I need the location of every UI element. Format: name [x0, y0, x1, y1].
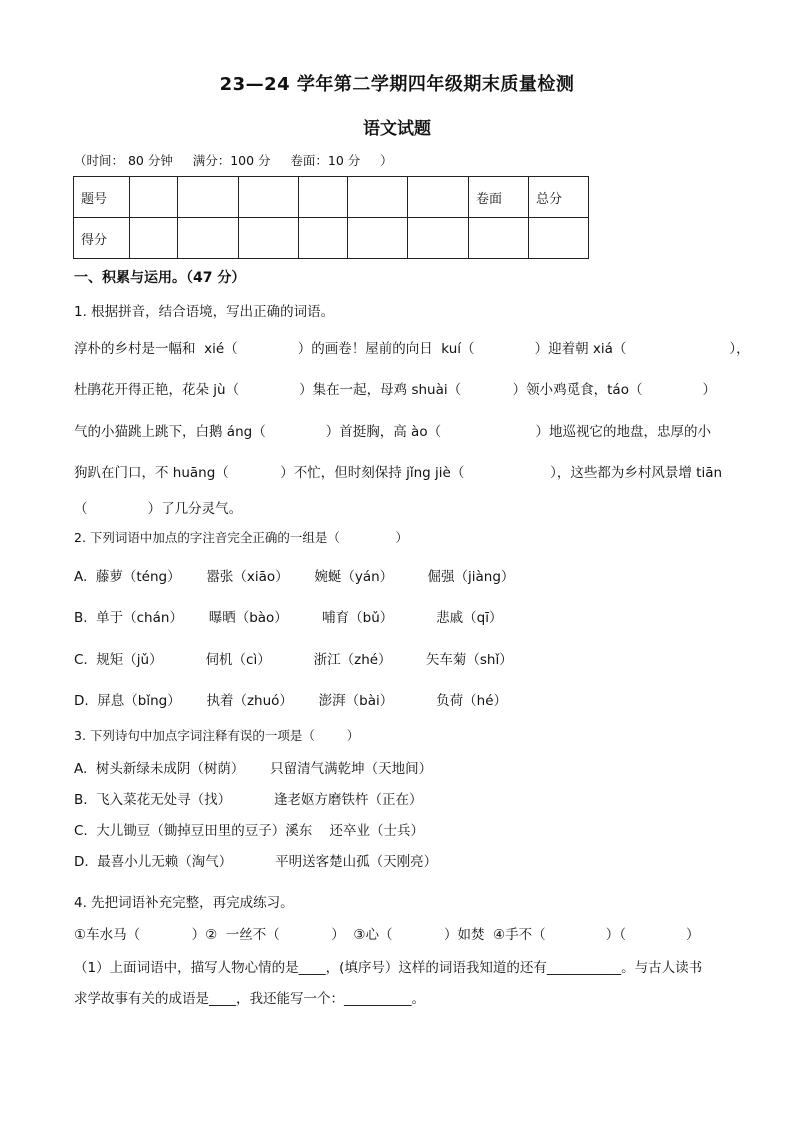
question-2-option-b: B. 单于（chán） 曝晒（bào） 哺育（bǔ） 悲戚（qī） [74, 610, 503, 626]
table-cell: 总分 [529, 177, 589, 218]
page-subtitle: 语文试题 [363, 119, 431, 139]
table-cell [408, 177, 469, 218]
question-3-option-d: D. 最喜小儿无赖（淘气） 平明送客楚山孤（天刚亮） [74, 854, 438, 870]
page-title: 23—24 学年第二学期四年级期末质量检测 [219, 74, 575, 95]
table-cell [178, 177, 239, 218]
section-heading: 一、积累与运用。（47 分） [74, 270, 246, 286]
table-row [74, 218, 589, 259]
question-3-option-c: C. 大儿锄豆（锄掉豆田里的豆子）溪东 还卒业（士兵） [74, 823, 424, 839]
question-2-prompt: 2. 下列词语中加点的字注音完全正确的一组是（ ） [74, 530, 409, 545]
table-cell [348, 177, 408, 218]
table-cell [130, 218, 178, 259]
table-cell [529, 218, 589, 259]
question-1-line: 淳朴的乡村是一幅和 xié（ ）的画卷！屋前的向日 kuí（ ）迎着朝 xiá（ ）， [74, 341, 750, 357]
table-cell [348, 218, 408, 259]
score-table [73, 176, 589, 259]
table-cell [299, 218, 348, 259]
question-3-option-b: B. 飞入菜花无处寻（找） 逢老妪方磨铁杵（正在） [74, 792, 423, 808]
question-1-line: 气的小猫跳上跳下，白鹅 áng（ ）首挺胸，高 ào（ ）地巡视它的地盘，忠厚的小 [74, 424, 711, 440]
table-cell [469, 218, 529, 259]
exam-info: （时间： 80 分钟 满分：100 分 卷面：10 分 ） [74, 153, 393, 168]
question-1-prompt: 1. 根据拼音，结合语境，写出正确的词语。 [74, 304, 335, 320]
table-cell: 得分 [74, 218, 130, 259]
table-cell [178, 218, 239, 259]
table-cell [239, 218, 299, 259]
table-cell [239, 177, 299, 218]
question-2-option-d: D. 屏息（bǐng） 执着（zhuó） 澎湃（bài） 负荷（hé） [74, 693, 508, 709]
question-4-sub1-line: 求学故事有关的成语是____，我还能写一个：__________。 [74, 991, 425, 1007]
question-1-line: 杜鹃花开得正艳，花朵 jù（ ）集在一起，母鸡 shuài（ ）领小鸡觅食，táo（ ） [74, 382, 717, 398]
question-2-option-c: C. 规矩（jǔ） 伺机（cì） 浙江（zhé） 矢车菊（shǐ） [74, 652, 513, 668]
question-1-line: 狗趴在门口，不 huāng（ ）不忙，但时刻保持 jǐng jiè（ ），这些都为乡村风景增 tiān [74, 465, 723, 481]
table-cell [408, 218, 469, 259]
table-cell [299, 177, 348, 218]
question-4-prompt: 4. 先把词语补充完整，再完成练习。 [74, 895, 294, 911]
table-cell: 题号 [74, 177, 130, 218]
question-3-prompt: 3. 下列诗句中加点字词注释有误的一项是（ ） [74, 728, 360, 743]
question-3-option-a: A. 树头新绿未成阴（树荫） 只留清气满乾坤（天地间） [74, 761, 433, 777]
question-4-fill-line: ①车水马（ ）② 一丝不（ ） ③心（ ）如焚 ④手不（ ）（ ） [74, 927, 700, 943]
table-cell: 卷面 [469, 177, 529, 218]
question-1-line: （ ）了几分灵气。 [74, 501, 243, 517]
table-row [74, 177, 589, 218]
table-cell [130, 177, 178, 218]
question-2-option-a: A. 藤萝（téng） 嚣张（xiāo） 婉蜒（yán） 倔强（jiàng） [74, 569, 515, 585]
question-4-sub1-line: （1）上面词语中，描写人物心情的是____，(填序号）这样的词语我知道的还有___________。与古人读书 [74, 960, 703, 976]
